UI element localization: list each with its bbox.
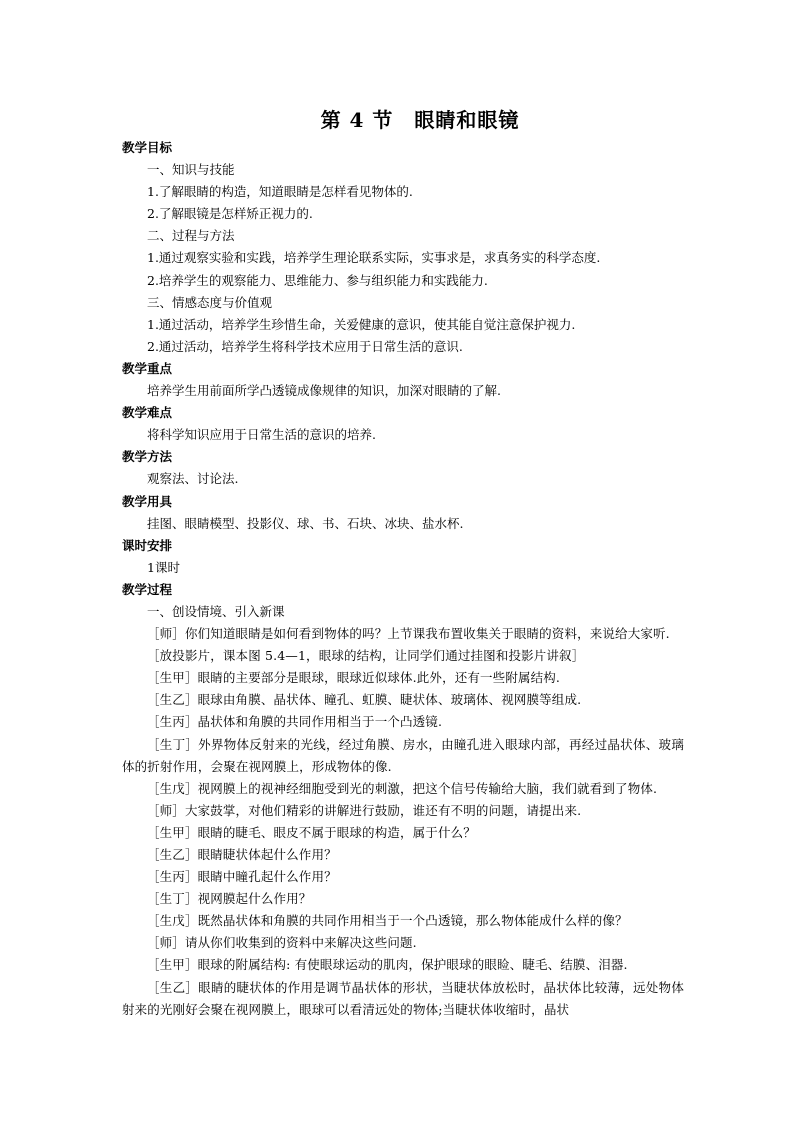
goals-line: 二、过程与方法: [147, 228, 235, 244]
goals-line: 2.了解眼镜是怎样矫正视力的.: [147, 206, 313, 222]
dialogue-paragraph: ［师］你们知道眼睛是如何看到物体的吗？上节课我布置收集关于眼睛的资料，来说给大家听.: [147, 626, 670, 642]
section-heading-key-points: 教学重点: [122, 360, 173, 376]
key-points-text: 培养学生用前面所学凸透镜成像规律的知识，加深对眼睛的了解.: [147, 383, 501, 399]
dialogue-paragraph: ［放投影片，课本图 5.4—1，眼球的结构，让同学们通过挂图和投影片讲叙］: [147, 648, 585, 664]
tools-text: 挂图、眼睛模型、投影仪、球、书、石块、冰块、盐水杯.: [147, 515, 464, 531]
process-subheading: 一、创设情境、引入新课: [147, 603, 285, 619]
dialogue-paragraph: ［生丁］外界物体反射来的光线，经过角膜、房水，由瞳孔进入眼球内部，再经过晶状体、玻璃体的折射作用，会聚在视网膜上，形成物体的像.: [122, 736, 684, 774]
goals-line: 1.通过活动，培养学生珍惜生命，关爱健康的意识，使其能自觉注意保护视力.: [147, 316, 576, 332]
methods-text: 观察法、讨论法.: [147, 471, 239, 487]
section-heading-goals: 教学目标: [122, 140, 173, 155]
section-heading-difficulties: 教学难点: [122, 405, 173, 421]
goals-line: 1.通过观察实验和实践，培养学生理论联系实际，实事求是，求真务实的科学态度.: [147, 250, 601, 266]
dialogue-paragraph: ［生丙］眼睛中瞳孔起什么作用？: [147, 869, 337, 885]
dialogue-paragraph: ［师］请从你们收集到的资料中来解决这些问题.: [147, 935, 417, 951]
document-body: [122, 137, 684, 1021]
goals-line: 2.通过活动，培养学生将科学技术应用于日常生活的意识.: [147, 338, 463, 354]
dialogue-paragraph: ［生乙］眼球由角膜、晶状体、瞳孔、虹膜、睫状体、玻璃体、视网膜等组成.: [147, 692, 582, 708]
page-title: 第 4 节 眼睛和眼镜: [320, 108, 520, 132]
section-heading-tools: 教学用具: [122, 493, 173, 509]
dialogue-paragraph: ［生甲］眼球的附属结构: 有使眼球运动的肌肉，保护眼球的眼睑、睫毛、结膜、泪器.: [147, 957, 628, 973]
section-heading-methods: 教学方法: [122, 449, 173, 465]
dialogue-paragraph: ［生戊］视网膜上的视神经细胞受到光的刺激，把这个信号传输给大脑，我们就看到了物体.: [147, 780, 658, 796]
dialogue-paragraph: ［生乙］眼睛睫状体起什么作用？: [147, 847, 337, 862]
section-heading-schedule: 课时安排: [122, 537, 173, 553]
difficulties-text: 将科学知识应用于日常生活的意识的培养.: [147, 427, 376, 443]
dialogue-paragraph: ［生丁］视网膜起什么作用？: [147, 891, 312, 907]
goals-line: 三、情感态度与价值观: [147, 294, 273, 310]
dialogue-paragraph: ［生甲］眼睛的主要部分是眼球，眼球近似球体.此外，还有一些附属结构.: [147, 670, 561, 686]
goals-line: 一、知识与技能: [147, 162, 235, 178]
dialogue-paragraph: ［师］大家鼓掌，对他们精彩的讲解进行鼓励，谁还有不明的问题，请提出来.: [147, 802, 582, 818]
goals-line: 1.了解眼睛的构造，知道眼睛是怎样看见物体的.: [147, 184, 413, 200]
dialogue-paragraph: ［生丙］晶状体和角膜的共同作用相当于一个凸透镜.: [147, 714, 443, 730]
goals-line: 2.培养学生的观察能力、思维能力、参与组织能力和实践能力.: [147, 272, 488, 288]
dialogue-paragraph: ［生戊］既然晶状体和角膜的共同作用相当于一个凸透镜，那么物体能成什么样的像？: [147, 913, 628, 929]
schedule-text: 1课时: [147, 559, 180, 575]
dialogue-paragraph: ［生乙］眼睛的睫状体的作用是调节晶状体的形状，当睫状体放松时，晶状体比较薄，远处物体射来的光刚好会聚在视网膜上，眼球可以看清远处的物体;当睫状体收缩时，晶状: [122, 979, 684, 1017]
section-heading-process: 教学过程: [122, 581, 173, 597]
dialogue-paragraph: ［生甲］眼睛的睫毛、眼皮不属于眼球的构造，属于什么？: [147, 824, 476, 840]
